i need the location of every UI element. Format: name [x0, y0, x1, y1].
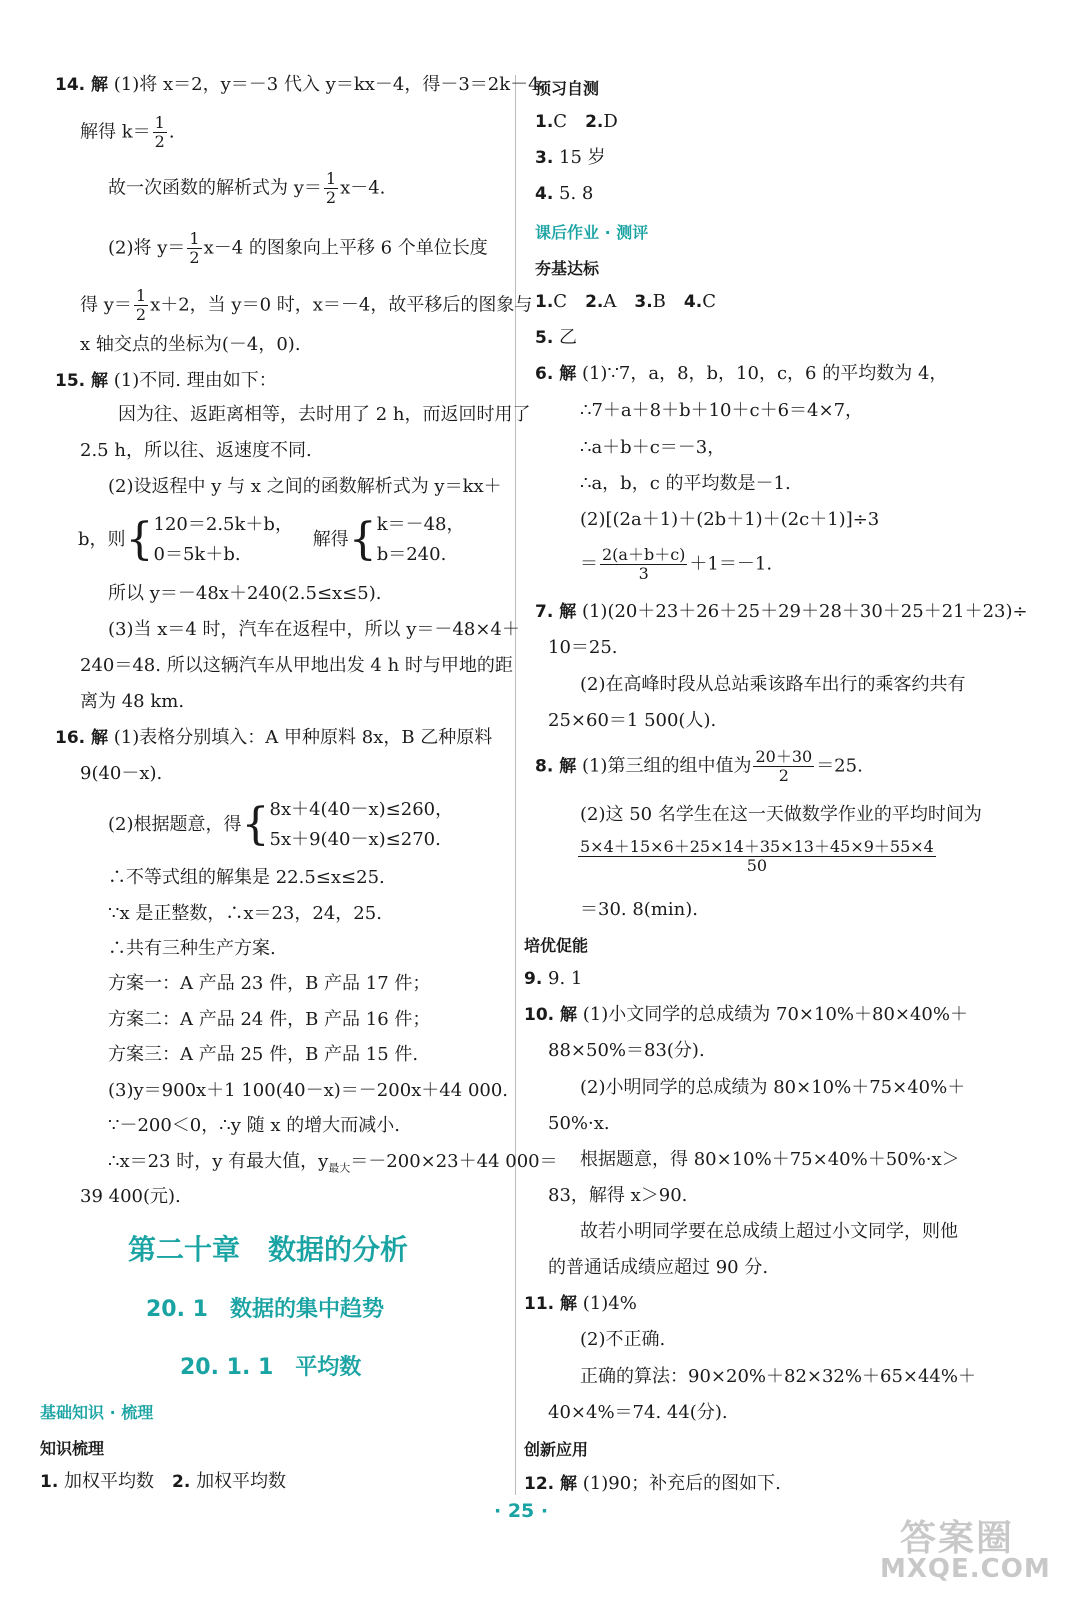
- answer-15-line-3: 2.5 h，所以往、返速度不同.: [80, 440, 312, 461]
- foundation-answers-1: 1.C 2.A 3.B 4.C: [535, 291, 716, 312]
- answer-7-line-3: (2)在高峰时段从总站乘该路车出行的乘客约共有: [580, 674, 966, 695]
- answer-10-line-6: 83，解得 x＞90.: [548, 1185, 688, 1206]
- answer-8-line-1: 8. 解 (1)第三组的组中值为 $\frac{20+30}{2}$ ＝25.: [535, 747, 863, 785]
- answer-16-line-8: 方案二：A 产品 24 件，B 产品 16 件；: [108, 1009, 431, 1030]
- answer-16-line-13: 39 400(元).: [80, 1186, 181, 1207]
- answer-16-line-7: 方案一：A 产品 23 件，B 产品 17 件；: [108, 973, 431, 994]
- answer-6-line-4: ∴a，b，c 的平均数是－1.: [580, 473, 791, 494]
- knowledge-answers: 1. 加权平均数 2. 加权平均数: [40, 1471, 287, 1492]
- heading-innovation: 创新应用: [524, 1440, 589, 1459]
- watermark-logo: 答案圈 MXQE.COM: [880, 1518, 1051, 1584]
- answer-6-line-3: ∴a＋b＋c＝－3，: [580, 437, 726, 458]
- answer-11-line-4: 40×4%＝74. 44(分).: [548, 1402, 728, 1423]
- heading-advanced: 培优促能: [524, 936, 589, 955]
- answer-9: 9. 9. 1: [524, 968, 583, 989]
- answer-6-line-2: ∴7＋a＋8＋b＋10＋c＋6＝4×7，: [580, 400, 864, 421]
- answer-16-line-10: (3)y＝900x＋1 100(40－x)＝－200x＋44 000.: [108, 1080, 509, 1101]
- answer-15-line-9: 离为 48 km.: [80, 691, 185, 712]
- fraction-one-half: $\frac{1}{2}$: [154, 113, 165, 151]
- answer-14-line-5: 得 y＝ $\frac{1}{2}$ x＋2，当 y＝0 时，x＝－4，故平移后的图象与: [80, 286, 533, 324]
- subsection-title: 20. 1. 1 平均数: [180, 1355, 362, 1380]
- answer-10-line-2: 88×50%＝83(分).: [548, 1040, 705, 1061]
- answer-15-line-2: 因为往、返距离相等，去时用了 2 h，而返回时用了: [118, 404, 531, 425]
- answer-6-line-1: 6. 解 (1)∵7，a，8，b，10，c，6 的平均数为 4，: [535, 363, 948, 384]
- answer-15-line-6: 所以 y＝－48x＋240(2.5≤x≤5).: [108, 583, 382, 604]
- answer-14-line-1: 14. 解 (1)将 x＝2，y＝－3 代入 y＝kx－4，得－3＝2k－4，: [55, 74, 558, 95]
- page-number: · 25 ·: [494, 1500, 549, 1522]
- answer-11-line-2: (2)不正确.: [580, 1329, 666, 1350]
- answer-15-line-8: 240＝48. 所以这辆汽车从甲地出发 4 h 时与甲地的距: [80, 655, 513, 676]
- chapter-title: 第二十章 数据的分析: [128, 1233, 409, 1266]
- answer-15-line-4: (2)设返程中 y 与 x 之间的函数解析式为 y＝kx＋: [108, 476, 502, 497]
- answer-10-line-1: 10. 解 (1)小文同学的总成绩为 70×10%＋80×40%＋: [524, 1004, 968, 1025]
- foundation-answers-5: 5. 乙: [535, 327, 578, 348]
- answer-16-line-11: ∵－200＜0，∴y 随 x 的增大而减小.: [108, 1115, 400, 1136]
- answer-14-line-3: 故一次函数的解析式为 y＝ $\frac{1}{2}$ x－4.: [108, 169, 386, 207]
- preview-answers-1: 1.C 2.D: [535, 111, 618, 132]
- heading-knowledge-review: 知识梳理: [40, 1439, 105, 1458]
- answer-11-line-3: 正确的算法：90×20%＋82×32%＋65×44%＋: [580, 1366, 976, 1387]
- tag-homework: 课后作业 · 测评: [535, 223, 649, 242]
- answer-7-line-1: 7. 解 (1)(20＋23＋26＋25＋29＋28＋30＋25＋21＋23)÷: [535, 601, 1028, 622]
- answer-16-line-12: ∴x＝23 时，y 有最大值，$y_{最大}=-200\times 23+44$ 000＝: [108, 1151, 558, 1175]
- answer-6-line-5: (2)[(2a＋1)＋(2b＋1)＋(2c＋1)]÷3: [580, 509, 880, 530]
- answer-8-fraction: $\frac{5\times 4+15\times 6+25\times 14+35\times 13+45\times 9+55\times 4}{50}$: [580, 837, 934, 875]
- tag-basic-knowledge: 基础知识 · 梳理: [40, 1403, 154, 1422]
- answer-6-line-6: ＝ $\frac{2(a+b+c)}{3}$ ＋1＝－1.: [580, 545, 773, 583]
- answer-10-line-7: 故若小明同学要在总成绩上超过小文同学，则他: [580, 1221, 958, 1242]
- answer-12-line-1: 12. 解 (1)90；补充后的图如下.: [524, 1473, 781, 1494]
- answer-14-line-4: (2)将 y＝ $\frac{1}{2}$ x－4 的图象向上平移 6 个单位长度: [108, 229, 488, 267]
- answer-16-line-2: 9(40－x).: [80, 763, 163, 784]
- answer-16-line-1: 16. 解 (1)表格分别填入：A 甲种原料 8x，B 乙种原料: [55, 727, 493, 748]
- answer-16-line-9: 方案三：A 产品 25 件，B 产品 15 件.: [108, 1044, 419, 1065]
- answer-15-line-5: b，则{120＝2.5k＋b， 0＝5k＋b. 解得{k＝－48， b＝240.: [78, 514, 465, 565]
- answer-16-line-5: ∵x 是正整数，∴x＝23，24，25.: [108, 903, 382, 924]
- preview-answers-3: 3. 15 岁: [535, 147, 606, 168]
- answer-16-line-6: ∴共有三种生产方案.: [108, 938, 276, 959]
- answer-10-line-4: 50%·x.: [548, 1113, 610, 1134]
- section-title: 20. 1 数据的集中趋势: [146, 1297, 384, 1322]
- answer-15-line-7: (3)当 x＝4 时，汽车在返程中，所以 y＝－48×4＋: [108, 619, 520, 640]
- heading-preview-test: 预习自测: [535, 79, 600, 98]
- preview-answers-4: 4. 5. 8: [535, 183, 594, 204]
- heading-foundation: 夯基达标: [535, 259, 600, 278]
- answer-10-line-5: 根据题意，得 80×10%＋75×40%＋50%·x＞: [580, 1149, 960, 1170]
- answer-15-line-1: 15. 解 (1)不同. 理由如下：: [55, 370, 277, 391]
- answer-16-line-4: ∴不等式组的解集是 22.5≤x≤25.: [108, 867, 385, 888]
- answer-14-line-2: 解得 k＝ $\frac{1}{2}$ .: [80, 113, 175, 151]
- answer-10-line-8: 的普通话成绩应超过 90 分.: [548, 1257, 769, 1278]
- answer-7-line-2: 10＝25.: [548, 637, 618, 658]
- answer-14-line-6: x 轴交点的坐标为(－4，0).: [80, 334, 301, 355]
- answer-7-line-4: 25×60＝1 500(人).: [548, 710, 717, 731]
- answer-10-line-3: (2)小明同学的总成绩为 80×10%＋75×40%＋: [580, 1077, 966, 1098]
- answer-8-line-3: ＝30. 8(min).: [580, 899, 698, 920]
- answer-11-line-1: 11. 解 (1)4%: [524, 1293, 637, 1314]
- answer-8-line-2: (2)这 50 名学生在这一天做数学作业的平均时间为: [580, 804, 982, 825]
- answer-16-line-3: (2)根据题意，得{8x＋4(40－x)≤260， 5x＋9(40－x)≤270.: [108, 799, 454, 850]
